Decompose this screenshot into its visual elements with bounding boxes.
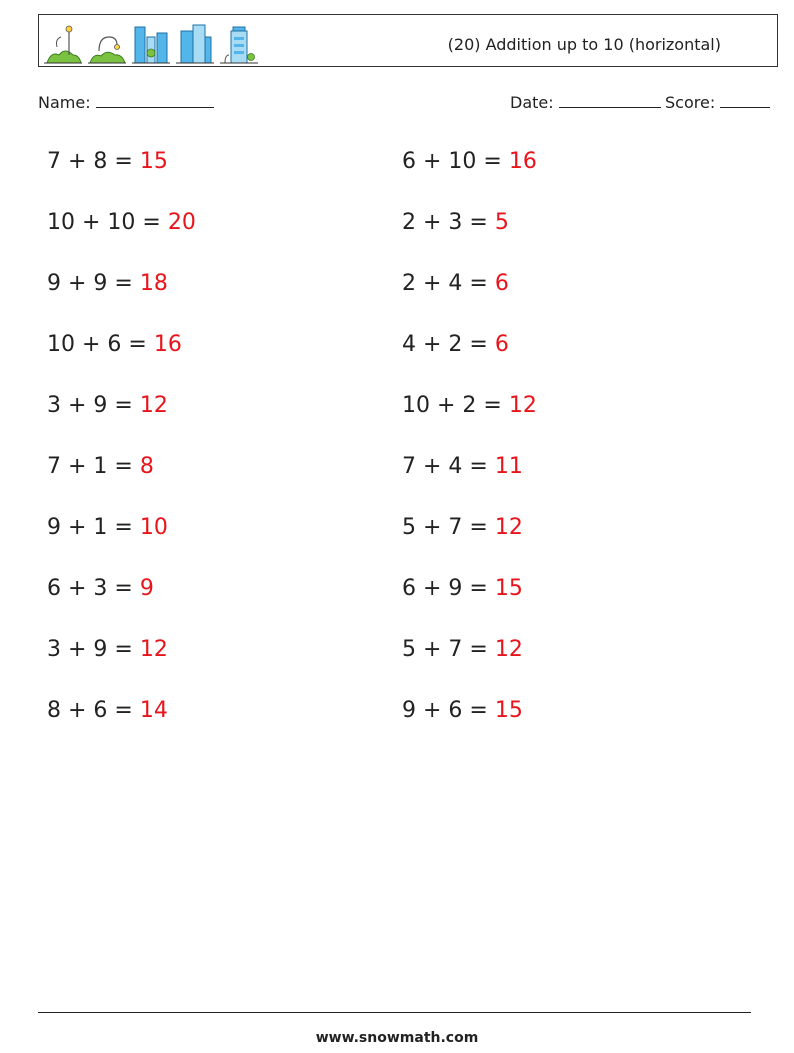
date-field[interactable] <box>510 93 661 112</box>
problem-item <box>402 576 523 602</box>
problem-item <box>402 637 523 663</box>
problem-expression: 9 + 6 = <box>402 698 488 723</box>
problem-expression: 10 + 2 = <box>402 393 502 418</box>
footer-site: www.snowmath.com <box>315 1030 479 1046</box>
score-label: Score: <box>665 93 716 112</box>
problem-expression: 7 + 4 = <box>402 454 488 479</box>
problem-answer: 8 <box>139 454 154 479</box>
problem-answer: 11 <box>494 454 523 479</box>
problem-expression: 9 + 9 = <box>47 271 133 296</box>
problem-expression: 2 + 4 = <box>402 271 488 296</box>
problem-item <box>47 698 168 724</box>
problem-answer: 15 <box>139 149 168 174</box>
problem-expression: 6 + 9 = <box>402 576 488 601</box>
problem-item <box>47 393 168 419</box>
problem-answer: 16 <box>508 149 537 174</box>
problem-answer: 12 <box>494 637 523 662</box>
problem-answer: 15 <box>494 576 523 601</box>
problem-answer: 16 <box>153 332 182 357</box>
problem-expression: 3 + 9 = <box>47 637 133 662</box>
park-tree-icon <box>43 21 83 65</box>
footer-divider <box>38 1012 751 1013</box>
problem-expression: 4 + 2 = <box>402 332 488 357</box>
date-label: Date: <box>510 93 554 112</box>
score-field[interactable] <box>665 93 770 112</box>
score-blank[interactable] <box>720 93 770 108</box>
header-icons <box>43 21 259 65</box>
problem-item <box>47 576 154 602</box>
problem-item <box>47 210 196 236</box>
problem-item <box>402 271 509 297</box>
problem-item <box>402 210 509 236</box>
city-towers-icon <box>131 21 171 65</box>
problem-answer: 10 <box>139 515 168 540</box>
worksheet-title: (20) Addition up to 10 (horizontal) <box>447 35 721 54</box>
problem-item <box>402 454 523 480</box>
problem-answer: 20 <box>167 210 196 235</box>
problem-expression: 6 + 10 = <box>402 149 502 174</box>
problem-item <box>47 454 154 480</box>
apartment-building-icon <box>219 21 259 65</box>
problem-answer: 12 <box>139 637 168 662</box>
problem-expression: 8 + 6 = <box>47 698 133 723</box>
problem-answer: 12 <box>494 515 523 540</box>
problem-expression: 5 + 7 = <box>402 637 488 662</box>
problem-item <box>402 332 509 358</box>
problem-answer: 12 <box>139 393 168 418</box>
problem-expression: 3 + 9 = <box>47 393 133 418</box>
problem-answer: 15 <box>494 698 523 723</box>
problem-item <box>47 271 168 297</box>
name-blank[interactable] <box>96 93 214 108</box>
office-building-icon <box>175 21 215 65</box>
problem-expression: 5 + 7 = <box>402 515 488 540</box>
problem-answer: 14 <box>139 698 168 723</box>
park-lamp-icon <box>87 21 127 65</box>
problem-item <box>402 393 537 419</box>
problem-expression: 10 + 10 = <box>47 210 161 235</box>
problem-expression: 7 + 8 = <box>47 149 133 174</box>
problem-answer: 12 <box>508 393 537 418</box>
name-label: Name: <box>38 93 91 112</box>
problem-item <box>402 149 537 175</box>
problem-answer: 9 <box>139 576 154 601</box>
problem-answer: 6 <box>494 271 509 296</box>
date-blank[interactable] <box>559 93 661 108</box>
problem-item <box>402 698 523 724</box>
name-field[interactable] <box>38 93 214 112</box>
worksheet-header <box>38 14 778 67</box>
problem-item <box>402 515 523 541</box>
problem-item <box>47 332 182 358</box>
problem-item <box>47 515 168 541</box>
problem-answer: 5 <box>494 210 509 235</box>
problem-expression: 10 + 6 = <box>47 332 147 357</box>
problem-expression: 7 + 1 = <box>47 454 133 479</box>
problem-answer: 18 <box>139 271 168 296</box>
problem-expression: 9 + 1 = <box>47 515 133 540</box>
problem-item <box>47 149 168 175</box>
problem-item <box>47 637 168 663</box>
problem-expression: 6 + 3 = <box>47 576 133 601</box>
problem-answer: 6 <box>494 332 509 357</box>
problem-expression: 2 + 3 = <box>402 210 488 235</box>
